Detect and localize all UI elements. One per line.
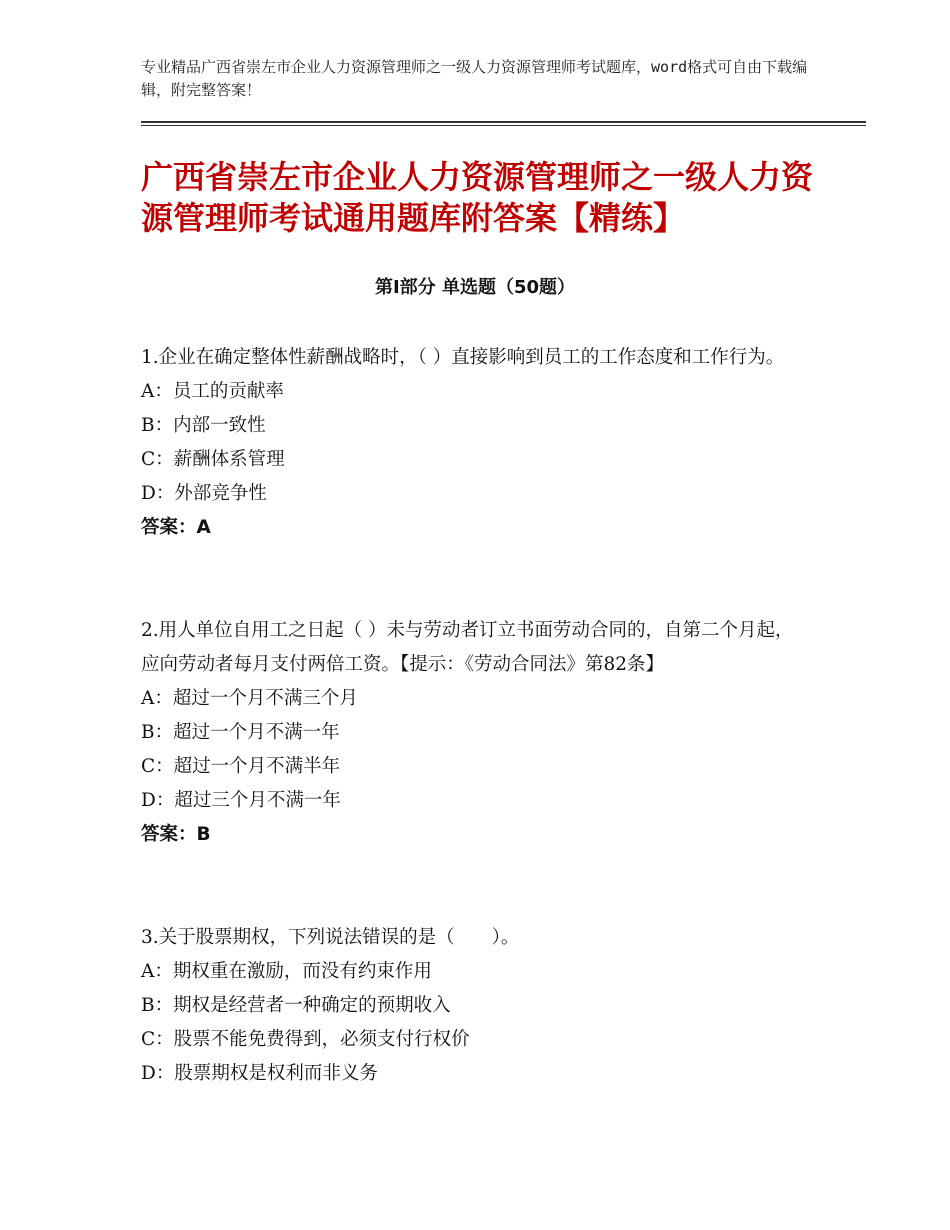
- question-1: [141, 341, 811, 545]
- option-a: A：员工的贡献率: [141, 381, 284, 402]
- option-c: C：薪酬体系管理: [141, 449, 285, 470]
- question-3: [141, 921, 811, 1091]
- question-stem: 2.用人单位自用工之日起（ ）未与劳动者订立书面劳动合同的，自第二个月起，应向劳动者每月支付两倍工资。【提示：《劳动合同法》第82条】: [141, 620, 794, 675]
- option-a: A：超过一个月不满三个月: [141, 688, 358, 709]
- option-b: B：内部一致性: [141, 415, 266, 436]
- header-note: 专业精品广西省崇左市企业人力资源管理师之一级人力资源管理师考试题库，word格式可自由下载编辑，附完整答案！: [141, 58, 808, 99]
- option-d: D：股票期权是权利而非义务: [141, 1063, 378, 1084]
- option-a: A：期权重在激励，而没有约束作用: [141, 961, 432, 982]
- question-2: [141, 614, 811, 852]
- option-c: C：超过一个月不满半年: [141, 756, 341, 777]
- option-c: C：股票不能免费得到，必须支付行权价: [141, 1029, 470, 1050]
- document-title: 广西省崇左市企业人力资源管理师之一级人力资源管理师考试通用题库附答案【精练】: [141, 158, 814, 237]
- option-b: B：期权是经营者一种确定的预期收入: [141, 995, 451, 1016]
- option-d: D：超过三个月不满一年: [141, 790, 341, 811]
- question-stem: 3.关于股票期权，下列说法错误的是（ ）。: [141, 927, 520, 948]
- header-rule-thin: [141, 125, 866, 126]
- answer: 答案：A: [141, 517, 211, 538]
- option-d: D：外部竞争性: [141, 483, 267, 504]
- header-rule-thick: [141, 121, 866, 123]
- section-heading: 第Ⅰ部分 单选题（50题）: [374, 277, 575, 298]
- question-stem: 1.企业在确定整体性薪酬战略时，（ ）直接影响到员工的工作态度和工作行为。: [141, 347, 785, 368]
- answer: 答案：B: [141, 824, 211, 845]
- option-b: B：超过一个月不满一年: [141, 722, 340, 743]
